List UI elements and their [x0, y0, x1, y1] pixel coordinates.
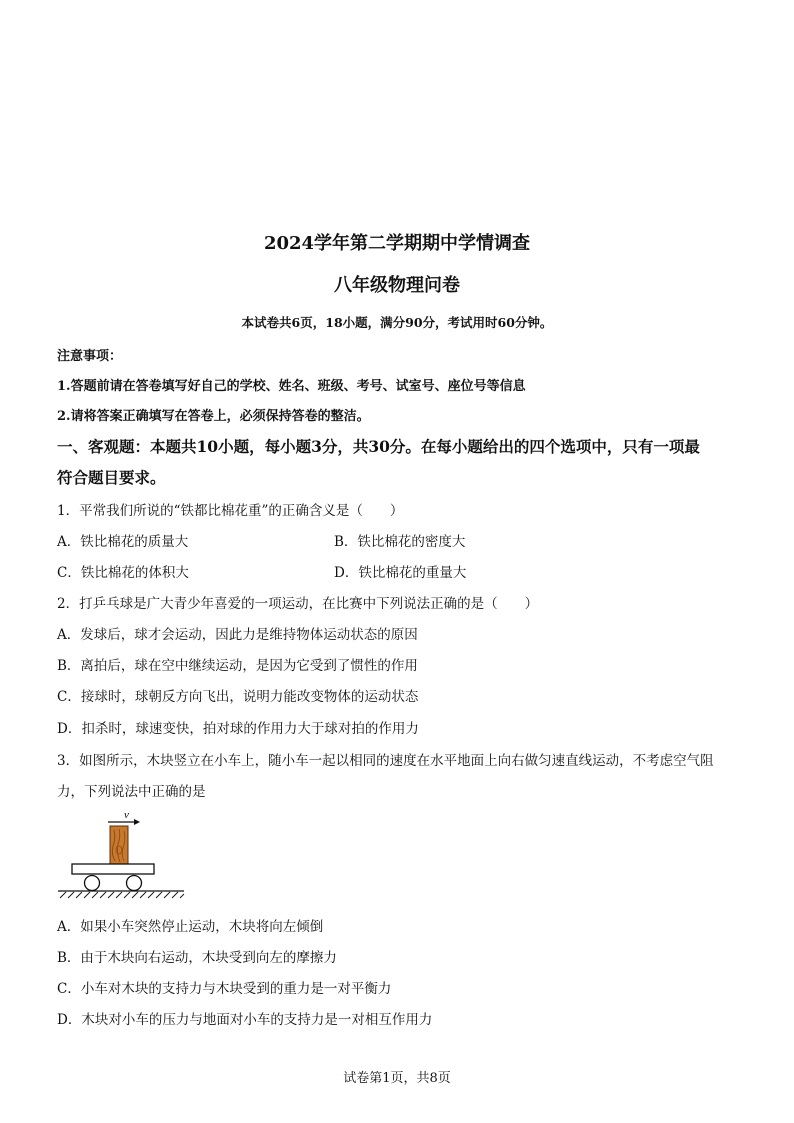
question-1-stem: 1．平常我们所说的“铁都比棉花重”的正确含义是（ ） [57, 503, 404, 519]
notes-heading: 注意事项： [57, 349, 123, 364]
question-3-option-c: C．小车对木块的支持力与木块受到的重力是一对平衡力 [57, 981, 392, 997]
velocity-arrow-head [134, 819, 140, 825]
page-subtitle: 八年级物理问卷 [334, 275, 460, 296]
question-3-option-b: B．由于木块向右运动，木块受到向左的摩擦力 [57, 950, 337, 966]
question-2-option-b: B．离拍后，球在空中继续运动，是因为它受到了惯性的作用 [57, 658, 418, 674]
page-footer: 试卷第1页，共8页 [343, 1071, 451, 1086]
question-2-option-a: A．发球后，球才会运动，因此力是维持物体运动状态的原因 [57, 627, 418, 643]
question-3-option-a: A．如果小车突然停止运动，木块将向左倾倒 [57, 919, 324, 935]
velocity-label: v [124, 809, 129, 821]
question-1-option-b: B．铁比棉花的密度大 [334, 534, 466, 550]
question-3-option-d: D．木块对小车的压力与地面对小车的支持力是一对相互作用力 [57, 1012, 433, 1028]
note-item-2: 2.请将答案正确填写在答卷上，必须保持答卷的整洁。 [57, 409, 370, 424]
exam-info: 本试卷共6页，18小题，满分90分，考试用时60分钟。 [241, 315, 553, 330]
note-item-1: 1.答题前请在答卷填写好自己的学校、姓名、班级、考号、试室号、座位号等信息 [57, 379, 526, 394]
question-2-option-d: D．扣杀时，球速变快，拍对球的作用力大于球对拍的作用力 [57, 721, 419, 737]
question-1-option-d: D．铁比棉花的重量大 [334, 565, 467, 581]
question-3-stem-line-2: 力，下列说法中正确的是 [57, 784, 206, 800]
page-title: 2024学年第二学期期中学情调查 [263, 233, 531, 254]
question-1-option-c: C．铁比棉花的体积大 [57, 565, 189, 581]
ground-hatching [60, 892, 184, 898]
cart-wheel-right [127, 876, 142, 891]
question-2-option-c: C．接球时，球朝反方向飞出，说明力能改变物体的运动状态 [57, 689, 419, 705]
question-3-stem-line-1: 3．如图所示，木块竖立在小车上，随小车一起以相同的速度在水平地面上向右做匀速直线运动，不考虑空气阻 [57, 753, 714, 769]
section-heading-line-1: 一、客观题：本题共10小题，每小题3分，共30分。在每小题给出的四个选项中，只有一项最 [57, 437, 700, 456]
cart-wheel-left [85, 876, 100, 891]
question-2-stem: 2．打乒乓球是广大青少年喜爱的一项运动，在比赛中下列说法正确的是（ ） [57, 596, 539, 612]
cart-block-figure [56, 808, 188, 900]
section-heading-line-2: 符合题目要求。 [57, 468, 166, 487]
question-1-option-a: A．铁比棉花的质量大 [57, 534, 189, 550]
cart-body [72, 864, 154, 874]
